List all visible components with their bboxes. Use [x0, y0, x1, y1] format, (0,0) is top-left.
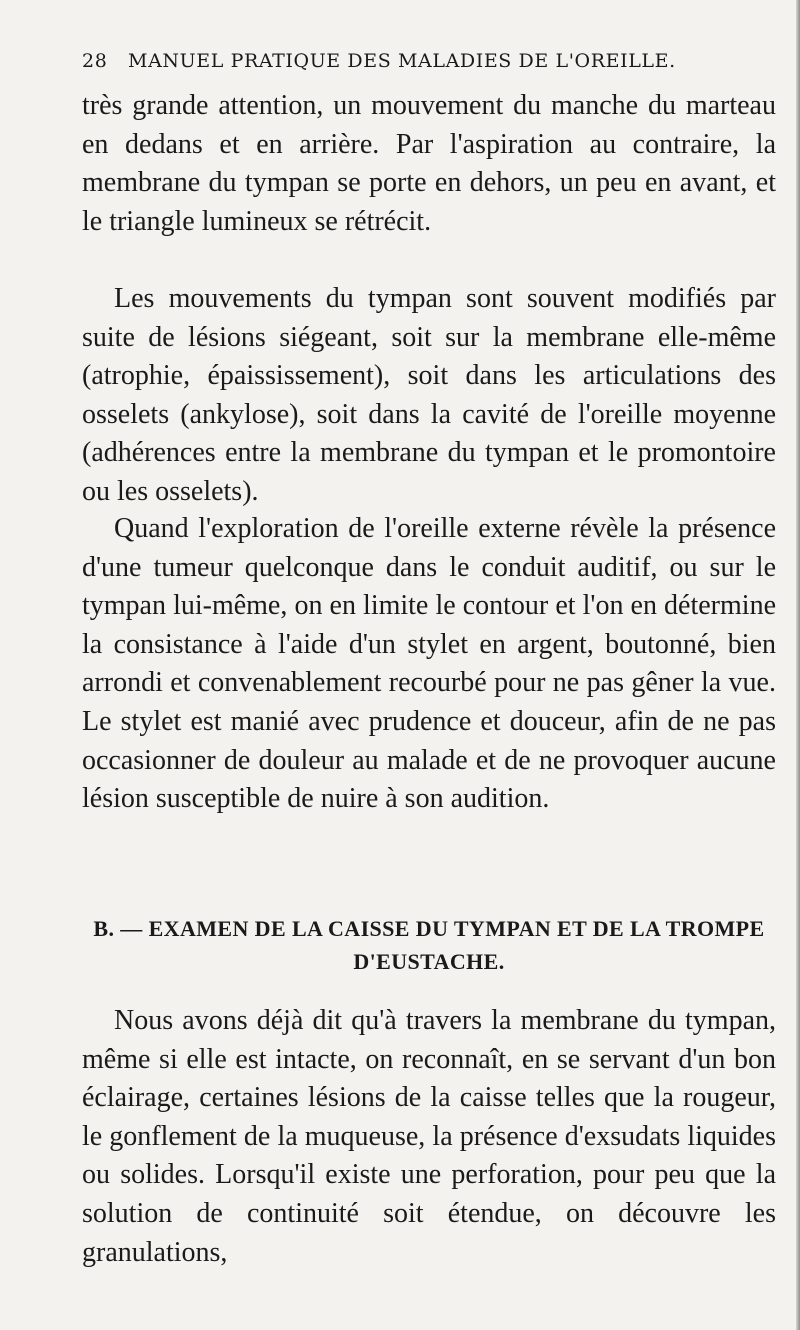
running-title: MANUEL PRATIQUE DES MALADIES DE L'OREILLE.	[128, 50, 676, 72]
paragraph-1: très grande attention, un mouvement du manche du marteau en dedans et en arrière. Par l'aspiration au contraire, la membrane du tympan se porte en dehors, un peu en avant, et le triangle lumineux se rétrécit.	[82, 90, 776, 237]
paragraph-2: Les mouvements du tympan sont souvent modifiés par suite de lésions siégeant, soit sur la membrane elle-même (atrophie, épaississement), soit dans les articulations des osselets (ankylose), soit dans la cavité de l'oreille moyenne (adhérences entre la membrane du tympan et le promontoire ou les osselets).	[82, 283, 776, 507]
section-dash: —	[120, 916, 143, 941]
page-edge	[796, 0, 800, 1330]
section-title-line2: D'EUSTACHE.	[353, 949, 505, 974]
paragraph-4: Nous avons déjà dit qu'à travers la membrane du tympan, même si elle est intacte, on reconnaît, en se servant d'un bon éclairage, certaines lésions de la caisse telles que la rougeur, le gonflement de la muqueuse, la présence d'exsudats liquides ou solides. Lorsqu'il existe une perforation, pour peu que la solution de continuité soit étendue, on découvre les granulations,	[82, 1005, 776, 1268]
section-heading	[82, 912, 776, 978]
page-number: 28	[82, 50, 108, 72]
section-letter: B.	[93, 916, 115, 941]
running-header	[82, 50, 742, 72]
paragraph-3: Quand l'exploration de l'oreille externe révèle la présence d'une tumeur quelconque dans le conduit auditif, ou sur le tympan lui-même, on en limite le contour et l'on en détermine la consistance à l'aide d'un stylet en argent, boutonné, bien arrondi et convenablement recourbé pour ne pas gêner la vue. Le stylet est manié avec prudence et douceur, afin de ne pas occasionner de douleur au malade et de ne provoquer aucune lésion susceptible de nuire à son audition.	[82, 513, 776, 815]
section-title-line1: EXAMEN DE LA CAISSE DU TYMPAN ET DE LA TROMPE	[148, 916, 765, 941]
